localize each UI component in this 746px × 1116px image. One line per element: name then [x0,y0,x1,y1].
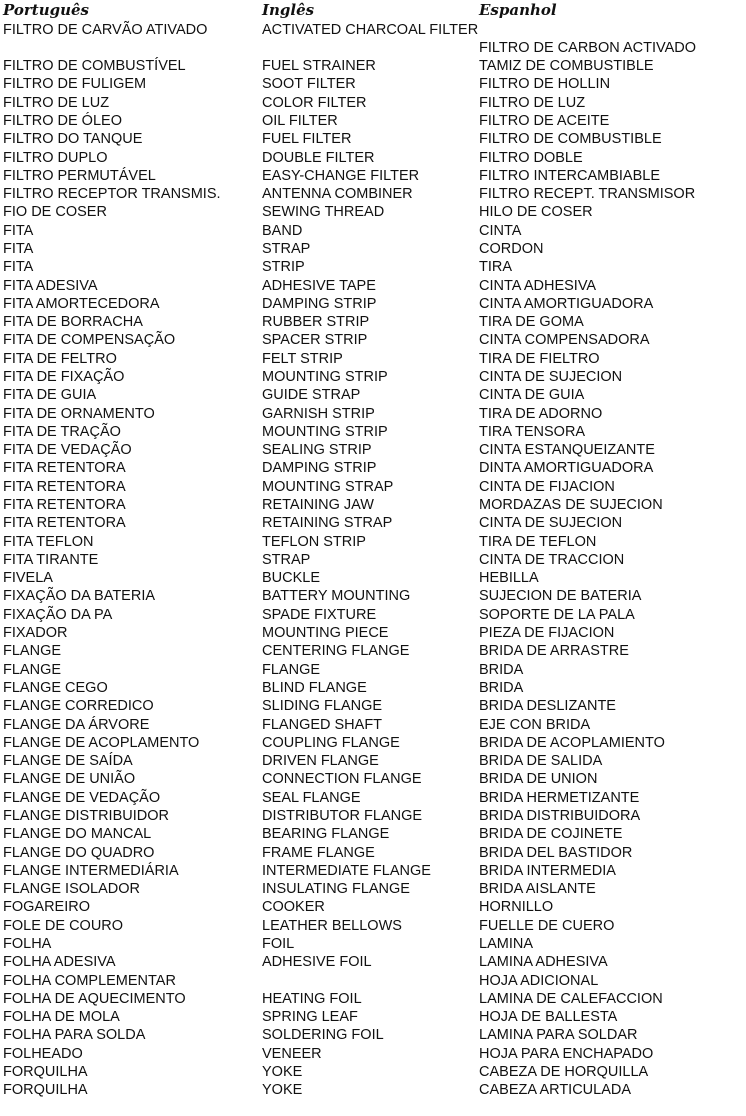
english-term: INSULATING FLANGE [262,881,410,898]
spanish-term: CINTA AMORTIGUADORA [479,295,654,312]
english-term: FUEL STRAINER [262,58,376,75]
portuguese-term: FLANGE CORREDICO [3,698,154,715]
english-term: YOKE [262,1082,303,1099]
portuguese-term: FOGAREIRO [3,899,91,916]
english-term: OIL FILTER [262,112,338,129]
english-term: HEATING FOIL [262,990,362,1007]
spanish-term: CABEZA DE HORQUILLA [479,1064,649,1081]
portuguese-term: FIXAÇÃO DA BATERIA [3,588,156,605]
header-portuguese: Português [3,1,90,19]
portuguese-term: FLANGE DE UNIÃO [3,771,136,788]
english-term: ACTIVATED CHARCOAL FILTER [262,21,479,38]
english-term: ANTENNA COMBINER [262,186,413,203]
spanish-term: BRIDA DE SALIDA [479,753,603,770]
spanish-term: TIRA DE GOMA [479,314,584,331]
spanish-term: BRIDA DEL BASTIDOR [479,844,633,861]
spanish-term: EJE CON BRIDA [479,716,591,733]
spanish-term: BRIDA INTERMEDIA [479,862,616,879]
portuguese-term: FLANGE DISTRIBUIDOR [3,807,169,824]
english-term: DOUBLE FILTER [262,149,375,166]
english-term: CENTERING FLANGE [262,643,410,660]
portuguese-term: FITA RETENTORA [3,515,126,532]
portuguese-term: FLANGE DE ACOPLAMENTO [3,734,200,751]
portuguese-term: FITA DE FELTRO [3,350,117,367]
portuguese-term: FITA AMORTECEDORA [3,295,160,312]
english-term: BEARING FLANGE [262,826,390,843]
english-term: SPRING LEAF [262,1009,358,1026]
portuguese-term: FOLE DE COURO [3,917,124,934]
portuguese-term: FLANGE CEGO [3,679,108,696]
portuguese-term: FITA TIRANTE [3,551,99,568]
portuguese-term: FLANGE ISOLADOR [3,881,140,898]
spanish-term: HOJA ADICIONAL [479,972,599,989]
spanish-term: CABEZA ARTICULADA [479,1082,632,1099]
spanish-term: TIRA TENSORA [479,423,586,440]
portuguese-term: FILTRO DE COMBUSTÍVEL [3,58,186,75]
english-term: TEFLON STRIP [262,533,366,550]
portuguese-term: FITA [3,259,34,276]
english-term: GUIDE STRAP [262,387,361,404]
spanish-term: FILTRO INTERCAMBIABLE [479,167,661,184]
english-term: ADHESIVE FOIL [262,954,372,971]
spanish-term: PIEZA DE FIJACION [479,625,615,642]
spanish-term: BRIDA DESLIZANTE [479,698,616,715]
english-term: FLANGE [262,661,321,678]
spanish-term: FILTRO DOBLE [479,149,583,166]
english-term: DRIVEN FLANGE [262,753,379,770]
spanish-term: FILTRO RECEPT. TRANSMISOR [479,186,696,203]
portuguese-term: FITA ADESIVA [3,277,98,294]
english-term: MOUNTING STRIP [262,369,388,385]
portuguese-term: FILTRO RECEPTOR TRANSMIS. [3,186,221,203]
spanish-term: BRIDA DE ACOPLAMIENTO [479,734,665,751]
portuguese-term: FLANGE DO MANCAL [3,826,152,843]
english-term: EASY-CHANGE FILTER [262,167,420,184]
english-term: SEAL FLANGE [262,789,361,806]
english-term: FOIL [262,936,295,952]
portuguese-term: FIVELA [3,570,53,587]
portuguese-term: FOLHA [3,936,52,952]
portuguese-term: FOLHA COMPLEMENTAR [3,972,176,989]
portuguese-term: FLANGE [3,661,62,678]
portuguese-term: FITA DE BORRACHA [3,314,143,331]
portuguese-term: FILTRO DO TANQUE [3,131,143,148]
english-term: RUBBER STRIP [262,314,370,331]
spanish-term: FILTRO DE HOLLIN [479,76,611,93]
header-english: Inglês [262,1,315,19]
portuguese-term: FOLHA DE AQUECIMENTO [3,990,186,1007]
spanish-term: BRIDA [479,679,524,696]
spanish-term: BRIDA HERMETIZANTE [479,789,640,806]
spanish-term: FILTRO DE COMBUSTIBLE [479,131,662,148]
english-term: COUPLING FLANGE [262,734,400,751]
portuguese-term: FILTRO DE CARVÃO ATIVADO [3,21,208,38]
english-term: GARNISH STRIP [262,405,375,422]
spanish-term: BRIDA AISLANTE [479,881,596,898]
spanish-term: HOJA DE BALLESTA [479,1009,618,1026]
english-term: SEWING THREAD [262,204,385,221]
portuguese-term: FITA RETENTORA [3,478,126,495]
portuguese-term: FLANGE DE VEDAÇÃO [3,789,161,806]
spanish-term: LAMINA PARA SOLDAR [479,1027,638,1044]
portuguese-term: FITA RETENTORA [3,460,126,477]
english-term: BLIND FLANGE [262,679,367,696]
english-term: BUCKLE [262,570,321,587]
spanish-term: BRIDA [479,661,524,678]
english-term: STRAP [262,240,311,257]
english-term: VENEER [262,1045,322,1062]
portuguese-term: FITA [3,240,34,257]
spanish-term: CINTA COMPENSADORA [479,332,650,349]
english-term: DISTRIBUTOR FLANGE [262,807,423,824]
spanish-term: CINTA [479,222,522,239]
spanish-term: CINTA DE SUJECION [479,515,623,532]
spanish-term: CINTA DE TRACCION [479,551,625,568]
portuguese-term: FOLHEADO [3,1045,83,1062]
spanish-term: HEBILLA [479,570,539,587]
english-term: FELT STRIP [262,350,343,367]
header-spanish: Espanhol [479,1,557,19]
spanish-term: CINTA DE GUIA [479,387,585,404]
spanish-term: TIRA DE FIELTRO [479,350,600,367]
spanish-term: HORNILLO [479,899,554,916]
portuguese-term: FIXADOR [3,625,68,642]
portuguese-term: FITA DE TRAÇÃO [3,423,121,440]
english-term: SOLDERING FOIL [262,1027,384,1044]
portuguese-term: FITA DE ORNAMENTO [3,405,155,422]
english-term: COLOR FILTER [262,94,367,111]
portuguese-term: FITA [3,222,34,239]
portuguese-term: FITA TEFLON [3,533,94,550]
spanish-term: TIRA DE ADORNO [479,405,603,422]
portuguese-term: FLANGE DO QUADRO [3,844,155,861]
spanish-term: CINTA DE SUJECION [479,369,623,385]
portuguese-term: FLANGE [3,643,62,660]
spanish-term: SOPORTE DE LA PALA [479,606,635,623]
english-term: MOUNTING PIECE [262,625,389,642]
portuguese-term: FILTRO PERMUTÁVEL [3,167,156,184]
portuguese-term: FITA DE GUIA [3,387,97,404]
english-term: SEALING STRIP [262,442,372,459]
portuguese-term: FLANGE DA ÁRVORE [3,716,150,733]
spanish-term: CINTA DE FIJACION [479,478,615,495]
spanish-term: FILTRO DE LUZ [479,94,586,111]
spanish-term: HOJA PARA ENCHAPADO [479,1045,654,1062]
spanish-term: TIRA [479,259,513,276]
spanish-term: HILO DE COSER [479,204,593,221]
spanish-term: CORDON [479,240,544,257]
spanish-term: BRIDA DE COJINETE [479,826,623,843]
english-term: SPACER STRIP [262,332,368,349]
english-term: BATTERY MOUNTING [262,588,411,605]
english-term: STRIP [262,259,305,276]
portuguese-term: FLANGE INTERMEDIÁRIA [3,862,179,879]
spanish-term: BRIDA DE ARRASTRE [479,643,629,660]
portuguese-term: FIXAÇÃO DA PA [3,606,113,623]
english-term: MOUNTING STRAP [262,478,394,495]
spanish-term: LAMINA DE CALEFACCION [479,990,663,1007]
spanish-term: TAMIZ DE COMBUSTIBLE [479,58,654,75]
spanish-term: FUELLE DE CUERO [479,917,615,934]
english-term: FRAME FLANGE [262,844,375,861]
portuguese-term: FILTRO DE ÓLEO [3,112,122,129]
english-term: DAMPING STRIP [262,460,377,477]
english-term: MOUNTING STRIP [262,423,388,440]
spanish-term: CINTA ADHESIVA [479,277,597,294]
english-term: LEATHER BELLOWS [262,917,402,934]
english-term: SOOT FILTER [262,76,356,93]
spanish-term: FILTRO DE CARBON ACTIVADO [479,39,696,56]
english-term: FUEL FILTER [262,131,352,148]
portuguese-term: FITA DE VEDAÇÃO [3,442,132,459]
english-term: BAND [262,222,303,239]
portuguese-term: FLANGE DE SAÍDA [3,753,133,770]
portuguese-term: FILTRO DE FULIGEM [3,76,147,93]
portuguese-term: FOLHA DE MOLA [3,1009,120,1026]
portuguese-term: FORQUILHA [3,1064,88,1081]
spanish-term: FILTRO DE ACEITE [479,112,610,129]
english-term: STRAP [262,551,311,568]
spanish-term: LAMINA ADHESIVA [479,954,608,971]
spanish-term: SUJECION DE BATERIA [479,588,642,605]
english-term: RETAINING JAW [262,497,374,514]
english-term: SLIDING FLANGE [262,698,383,715]
spanish-term: BRIDA DE UNION [479,771,598,788]
portuguese-term: FOLHA ADESIVA [3,954,116,971]
english-term: YOKE [262,1064,303,1081]
portuguese-term: FITA RETENTORA [3,497,126,514]
english-term: ADHESIVE TAPE [262,277,376,294]
english-term: RETAINING STRAP [262,515,393,532]
english-term: DAMPING STRIP [262,295,377,312]
english-term: SPADE FIXTURE [262,606,377,623]
portuguese-term: FITA DE COMPENSAÇÃO [3,332,176,349]
spanish-term: LAMINA [479,936,533,952]
english-term: CONNECTION FLANGE [262,771,422,788]
spanish-term: BRIDA DISTRIBUIDORA [479,807,641,824]
portuguese-term: FITA DE FIXAÇÃO [3,369,125,385]
portuguese-term: FORQUILHA [3,1082,88,1099]
portuguese-term: FIO DE COSER [3,204,107,221]
spanish-term: DINTA AMORTIGUADORA [479,460,654,477]
portuguese-term: FOLHA PARA SOLDA [3,1027,146,1044]
english-term: INTERMEDIATE FLANGE [262,862,431,879]
spanish-term: CINTA ESTANQUEIZANTE [479,442,655,459]
spanish-term: TIRA DE TEFLON [479,533,597,550]
portuguese-term: FILTRO DE LUZ [3,94,110,111]
english-term: COOKER [262,899,325,916]
spanish-term: MORDAZAS DE SUJECION [479,497,663,514]
english-term: FLANGED SHAFT [262,716,383,733]
portuguese-term: FILTRO DUPLO [3,149,108,166]
